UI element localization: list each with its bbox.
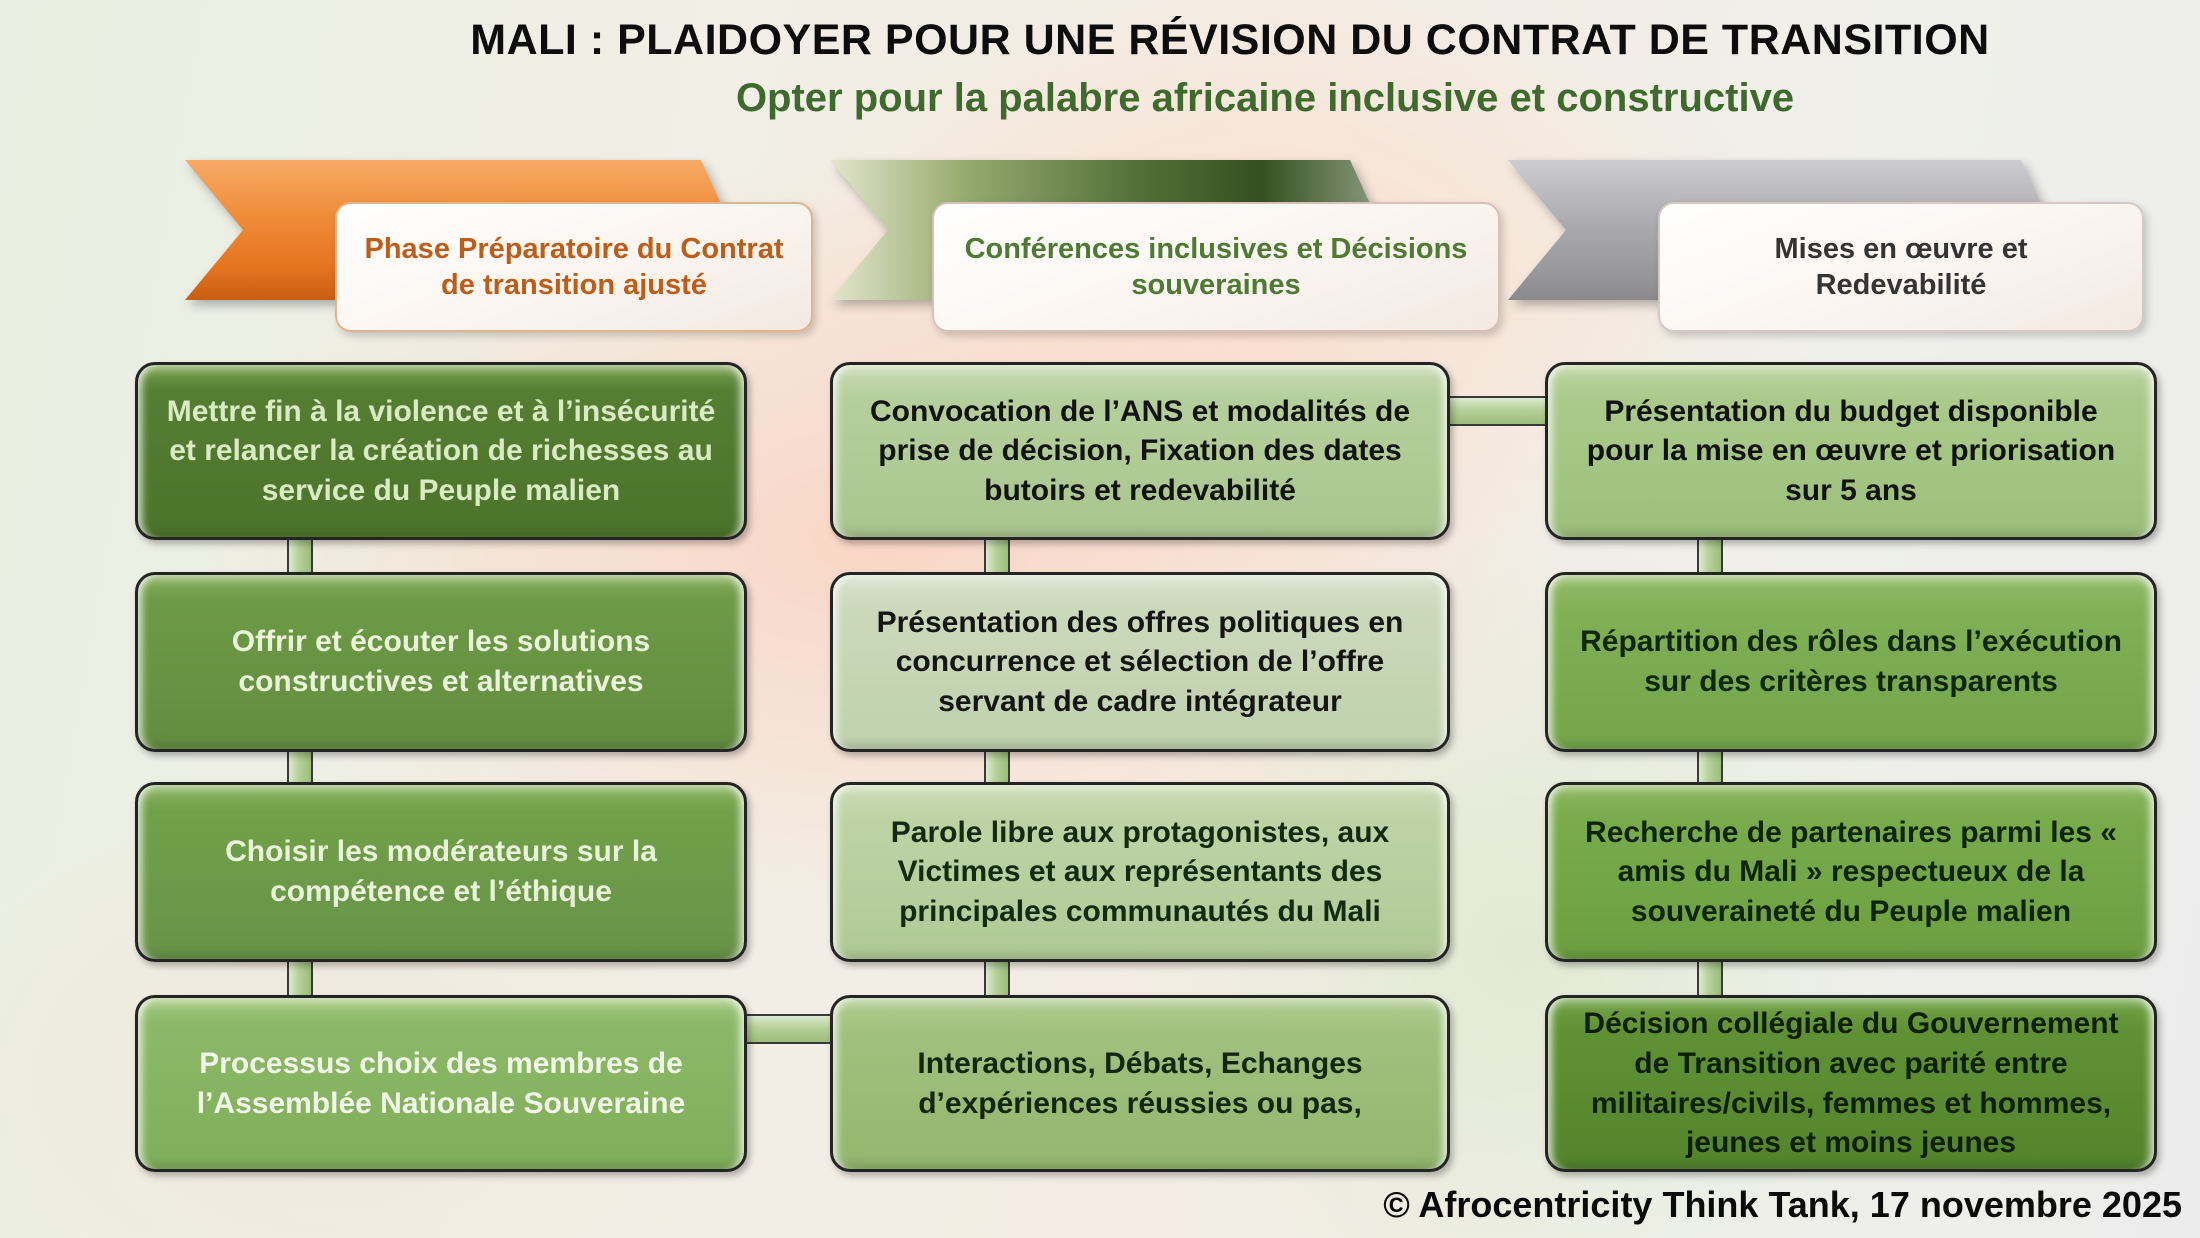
box-conferences-3 [830,782,1450,962]
box-text: Mettre fin à la violence et à l’insécurité et relancer la création de richesses au service du Peuple malien [166,394,716,507]
box-preparatoire-2 [135,572,747,752]
box-text: Recherche de partenaires parmi les « amis du Mali » respectueux de la souveraineté du Peuple malien [1585,815,2117,928]
box-text: Parole libre aux protagonistes, aux Victimes et aux représentants des principales communautés du Mali [890,815,1390,928]
box-mise-en-oeuvre-1 [1545,362,2157,540]
stage-label-mise-en-oeuvre: Mises en œuvre et Redevabilité [1658,202,2144,332]
stage-label-conferences: Conférences inclusives et Décisions souveraines [932,202,1500,332]
box-preparatoire-3 [135,782,747,962]
box-mise-en-oeuvre-2 [1545,572,2157,752]
box-mise-en-oeuvre-4 [1545,995,2157,1172]
stage-label-preparatoire: Phase Préparatoire du Contrat de transition ajusté [335,202,813,332]
box-preparatoire-1 [135,362,747,540]
box-mise-en-oeuvre-3 [1545,782,2157,962]
box-text: Processus choix des membres de l’Assemblée Nationale Souveraine [196,1046,686,1120]
copyright-credit: © Afrocentricity Think Tank, 17 novembre 2025 [1383,1184,2182,1225]
box-conferences-4 [830,995,1450,1172]
box-text: Convocation de l’ANS et modalités de prise de décision, Fixation des dates butoirs et redevabilité [869,394,1411,507]
box-text: Décision collégiale du Gouvernement de Transition avec parité entre militaires/civils, femmes et hommes, jeunes et moins jeunes [1583,1007,2119,1160]
page-subtitle: Opter pour la palabre africaine inclusive et constructive [735,76,1795,120]
connector-col2-col3-row1 [1442,396,1550,426]
box-text: Choisir les modérateurs sur la compétence et l’éthique [225,835,657,908]
box-text: Présentation des offres politiques en concurrence et sélection de l’offre servant de cadre intégrateur [876,605,1404,718]
page-title: MALI : PLAIDOYER POUR UNE RÉVISION DU CONTRAT DE TRANSITION [470,16,1990,64]
box-text: Répartition des rôles dans l’exécution sur des critères transparents [1580,625,2122,698]
box-preparatoire-4 [135,995,747,1172]
box-text: Interactions, Débats, Echanges d’expériences réussies ou pas, [917,1046,1363,1120]
box-text: Offrir et écouter les solutions constructives et alternatives [231,625,651,698]
connector-col1-col2-row4 [740,1014,835,1044]
box-conferences-2 [830,572,1450,752]
box-conferences-1 [830,362,1450,540]
box-text: Présentation du budget disponible pour la mise en œuvre et priorisation sur 5 ans [1586,394,2116,507]
